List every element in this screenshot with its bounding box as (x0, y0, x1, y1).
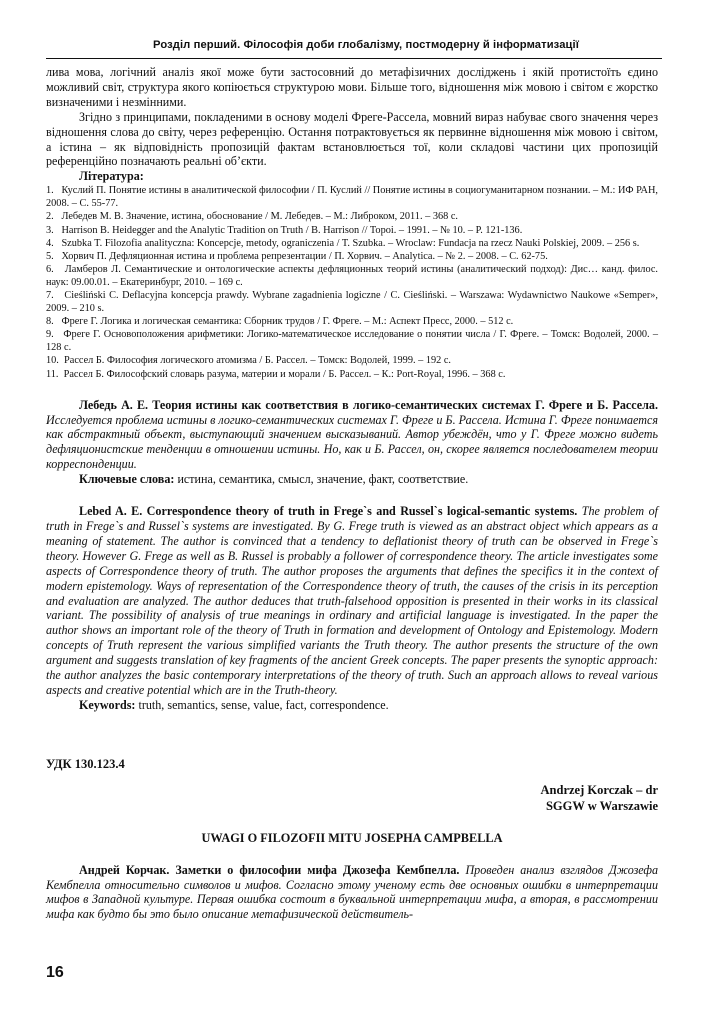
abstract-ru-text: Исследуется проблема истины в логико-семантических системах Г. Фреге и Б. Рассела. Истина Г. Фреге понимается как абстрактный объект, выступающий значением высказываний. Автор убеждён, что у Г. Фреге можно видеть дефляционистские тенденции в отношении истины. Но, как и Б. Рассел, он, скорее является последователем теории корреспонденции. (46, 412, 658, 472)
reference-item: 11. Рассел Б. Философский словарь разума, материи и морали / Б. Рассел. – К.: Port-Royal, 1996. – 368 с. (46, 368, 506, 380)
next-abstract (46, 863, 658, 923)
references-title: Література: (79, 169, 144, 184)
reference-item: 8. Фреге Г. Логика и логическая семантика: Сборник трудов / Г. Фреге. – М.: Аспект Пресс, 2000. – 512 с. (46, 316, 514, 328)
page-number: 16 (46, 964, 64, 981)
keywords-ru (46, 472, 658, 487)
reference-item: 7. Cieśliński C. Deflacyjna koncepcja prawdy. Wybrane zagadnienia logiczne / C. Cieśliński. – Warszawa: Wydawnictwo Naukowe «Semper», 2009. – 210 s. (46, 290, 658, 315)
header-rule (46, 58, 662, 59)
author-name: Andrzej Korczak – dr (540, 782, 658, 797)
abstract-en-title: Lebed A. E. Correspondence theory of truth in Frege`s and Russel`s logical-semantic systems. (79, 504, 578, 519)
keywords-en-label: Keywords: (79, 697, 136, 712)
reference-item: 10. Рассел Б. Философия логического атомизма / Б. Рассел. – Томск: Водолей, 1999. – 192 с. (46, 355, 451, 367)
body-paragraph-1: лива мова, логічний аналіз якої може бути застосовний до метафізичних досліджень і якій протистоїть єдино можливий світ, структура якого копіюється структурою мови. Більше того, відношення між мовою і світом є жорстко визначеними і незмінними. (46, 65, 658, 109)
keywords-ru-values: истина, семантика, смысл, значение, факт, соответствие. (177, 472, 469, 487)
next-abstract-text: Проведен анализ взглядов Джозефа Кембпелла относительно символов и мифов. Согласно этому ученому есть две основных ошибки в интерпретации мифов в Западной культуре. Первая ошибка состоит в буквальной интерпретации мифа, а вторая, в рассмотрении мифа как будто бы это было описание метафизической действитель- (46, 862, 658, 922)
keywords-ru-label: Ключевые слова: (79, 472, 175, 487)
reference-item: 1. Куслий П. Понятие истины в аналитической философии / П. Куслий // Понятие истины в социогуманитарном познании. – М.: ИФ РАН, 2008. – С. 55-77. (46, 185, 658, 210)
abstract-ru (46, 398, 658, 473)
reference-item: 6. Ламберов Л. Семантические и онтологические аспекты дефляционных теорий истины (аналитический подход): Дис… канд. филос. наук: 09.00.01. – Екатеринбург, 2010. – 169 с. (46, 263, 658, 288)
reference-item: 9. Фреге Г. Основоположения арифметики: Логико-математическое исследование о понятии числа / Г. Фреге. – Томск: Водолей, 2000. – 128 с. (46, 329, 658, 354)
reference-item: 4. Szubka T. Filozofia analityczna: Koncepcje, metody, ograniczenia / T. Szubka. – Wroclaw: Fundacja na rzecz Nauki Polskiej, 2009. – 256 s. (46, 237, 640, 249)
reference-item: 5. Хорвич П. Дефляционная истина и проблема репрезентации / П. Хорвич. – Analytica. – № 2. – 2008. – С. 62-75. (46, 250, 548, 262)
references-list (46, 184, 658, 380)
reference-item: 3. Harrison B. Heidegger and the Analytic Tradition on Truth / B. Harrison // Topoi. – 1991. – № 10. – P. 121-136. (46, 224, 523, 236)
abstract-ru-title: Лебедь А. Е. Теория истины как соответствия в логико-семантических системах Г. Фреге и Б. Рассела. (79, 397, 658, 412)
author-affiliation: SGGW w Warszawie (545, 798, 658, 813)
body-paragraph-2: Згідно з принципами, покладеними в основу моделі Фреге-Рассела, мовний вираз набуває свого значення через відношення слова до світу, через референцію. Остання потрактовується як первинне відношення між мовою і світом, а істина – як відповідність пропозицій фактам встановлюється тої, коли складові частини цих пропозицій референційно позначають реальні об’єкти. (46, 109, 658, 169)
page-content (46, 65, 658, 922)
article-title: UWAGI O FILOZOFII MITU JOSEPHA CAMPBELLA (201, 830, 503, 845)
next-abstract-title: Андрей Корчак. Заметки о философии мифа Джозефа Кембпелла. (79, 862, 460, 877)
abstract-en (46, 504, 658, 698)
keywords-en-values: truth, semantics, sense, value, fact, correspondence. (138, 697, 389, 712)
abstract-en-text: The problem of truth in Frege`s and Russel`s systems are investigated. By G. Frege truth is viewed as an abstract object which appears as a meaning of statement. The author is convinced that a tendency to deflationist theory of truth can be observed in Frege`s theory. However G. Frege as well as B. Russel is probably a follower of correspondence theory. The article investigates some aspects of Correspondence theory of truth. The author proposes the arguments that defines the specifics it in the context of modern epistemology. Ways of representation of the Correspondence theory of truth, the causes of the crisis in its perception and evaluation are analyzed. The author deduces that truth-falsehood opposition is presented in their works in its classical variant. The possibility of analysis of true meanings in ordinary and artificial language is investigated. In the paper the author shows an important role of the theory of Truth in formation and development of Ontology and Epistemology. Modern concepts of Truth represent the various simplified variants the Truth theory. The author presents the structure of the own argument and suggests translation of key fragments of the ancient Greek concepts. The paper presents the synoptic approach: the author analyzes the basic contemporary interpretations of the theory of truth. Such an approach allows to reveal various aspects and creative potential which are in the Truth-theory. (46, 504, 658, 697)
udk-code: УДК 130.123.4 (46, 756, 125, 771)
keywords-en (46, 698, 658, 713)
reference-item: 2. Лебедев М. В. Значение, истина, обоснование / М. Лебедев. – М.: Либроком, 2011. – 368 с. (46, 211, 458, 223)
running-header: Розділ перший. Філософія доби глобалізму, постмодерну й інформатизації (153, 39, 579, 51)
